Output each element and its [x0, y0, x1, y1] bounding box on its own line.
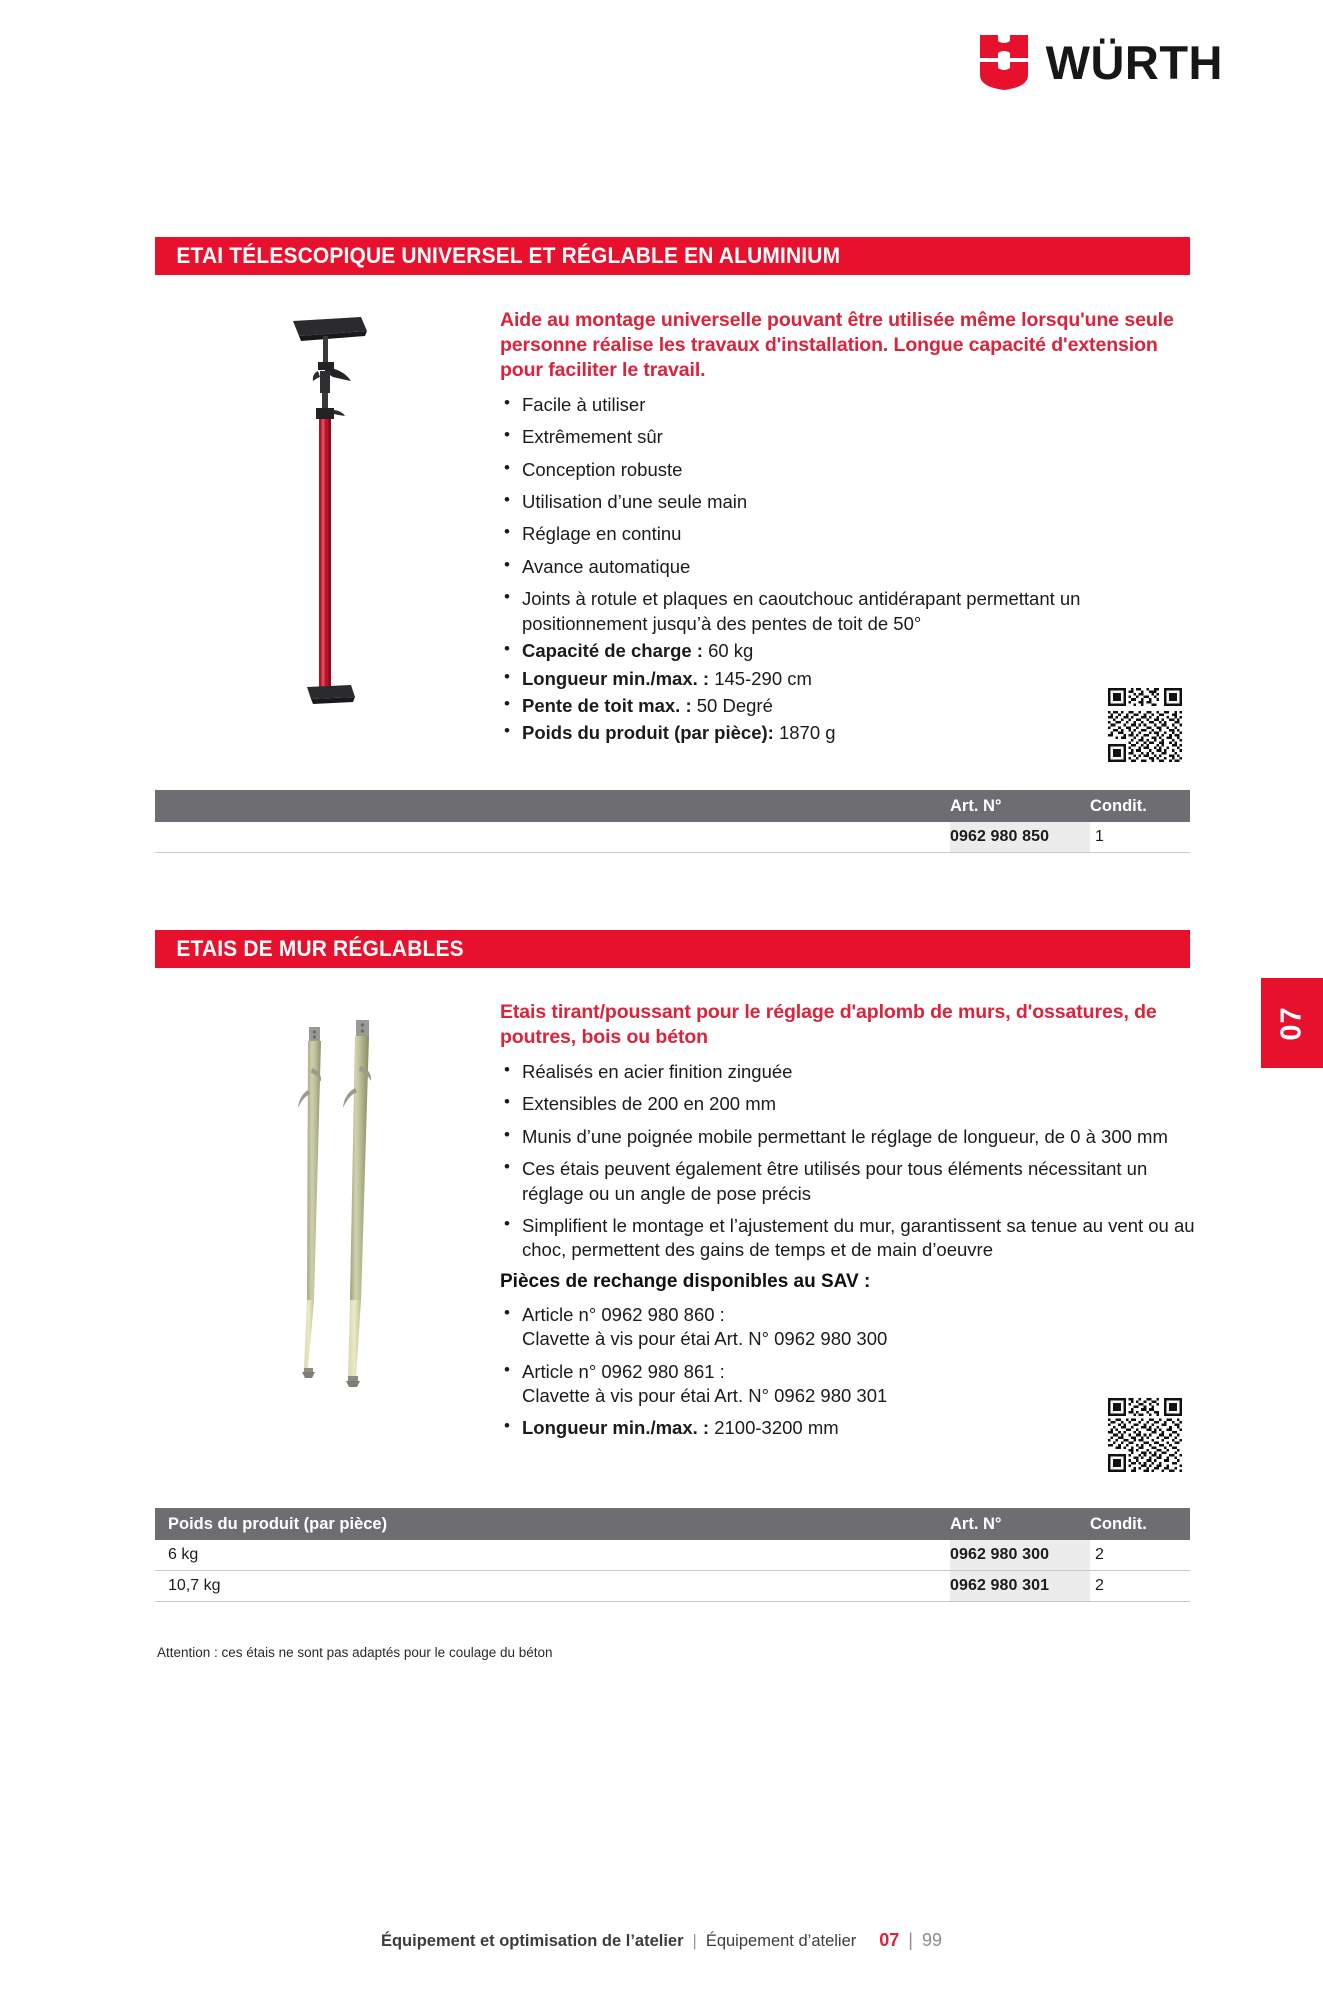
- column-header-article: Art. N°: [950, 796, 1002, 815]
- spec-item: [500, 694, 1190, 718]
- wurth-logo: [978, 33, 1223, 91]
- spare-part-article: Article n° 0962 980 861 :: [522, 1360, 725, 1382]
- spare-part-desc: Clavette à vis pour étai Art. N° 0962 980 301: [522, 1384, 888, 1406]
- list-item: • Munis d’une poignée mobile permettant le réglage de longueur, de 0 à 300 mm: [500, 1125, 1200, 1149]
- list-item: • Conception robuste: [500, 458, 1190, 482]
- footer-subsection: Équipement d’atelier: [705, 1932, 857, 1950]
- cell-condit: 1: [1095, 828, 1104, 845]
- cell-weight: 10,7 kg: [168, 1577, 221, 1594]
- spare-part-desc: Clavette à vis pour étai Art. N° 0962 980 300: [522, 1328, 888, 1350]
- product-table-2: [155, 1508, 1190, 1602]
- list-item: • Réalisés en acier finition zinguée: [500, 1060, 1200, 1084]
- section-banner-2: [155, 930, 1190, 968]
- product-lead-2: Etais tirant/poussant pour le réglage d'aplomb de murs, d'ossatures, de poutres, bois ou béton: [500, 1001, 1157, 1048]
- table-header-row: [155, 1508, 1190, 1540]
- footer-page-total: 99: [921, 1930, 943, 1950]
- footer-chapter: Équipement et optimisation de l’atelier: [380, 1932, 684, 1950]
- product-image-telescopic-prop: [263, 305, 393, 705]
- footer-page-number: 07: [879, 1930, 900, 1950]
- spec-label: Pente de toit max. :: [522, 694, 692, 716]
- list-item: • Utilisation d’une seule main: [500, 490, 1190, 514]
- cell-article-number[interactable]: 0962 980 301: [950, 1571, 1090, 1601]
- spec-value: 145-290 cm: [714, 667, 812, 689]
- list-item: • Extrêmement sûr: [500, 425, 1190, 449]
- product-image-wall-props: [278, 1000, 428, 1390]
- spec-item: [500, 721, 1190, 745]
- footer-separator: |: [692, 1932, 697, 1950]
- list-item: • Facile à utiliser: [500, 393, 1190, 417]
- list-item: • Avance automatique: [500, 555, 1190, 579]
- spec-label: Longueur min./max. :: [522, 667, 710, 689]
- list-item: • Simplifient le montage et l’ajustement du mur, garantissent sa tenue au vent ou au choc, permettent des gains de temps et de main d’oeuvre: [500, 1214, 1200, 1263]
- wurth-wordmark: WÜRTH: [1045, 35, 1223, 89]
- section-title-2: ETAIS DE MUR RÉGLABLES: [176, 936, 464, 961]
- cell-weight: 6 kg: [168, 1546, 199, 1563]
- spec-value: 2100-3200 mm: [714, 1417, 839, 1439]
- cell-article-number[interactable]: 0962 980 300: [950, 1540, 1090, 1570]
- cell-condit: 2: [1095, 1577, 1104, 1594]
- column-header-article: Art. N°: [950, 1514, 1002, 1533]
- list-item: [500, 1303, 1200, 1352]
- spare-parts-list: [500, 1303, 1200, 1441]
- cell-article-number[interactable]: 0962 980 850: [950, 822, 1090, 852]
- chapter-tab-label: 07: [1275, 1005, 1308, 1041]
- attention-note: Attention : ces étais ne sont pas adaptés pour le coulage du béton: [157, 1645, 553, 1660]
- table-header-row: [155, 790, 1190, 822]
- table-row: [155, 822, 1190, 853]
- section-title-1: ETAI TÉLESCOPIQUE UNIVERSEL ET RÉGLABLE EN ALUMINIUM: [176, 243, 841, 268]
- list-item: • Joints à rotule et plaques en caoutchouc antidérapant permettant un positionnement jusqu’à des pentes de toit de 50°: [500, 587, 1190, 636]
- table-row: [155, 1571, 1190, 1602]
- product-description-2: [500, 1000, 1200, 1444]
- product-description-1: [500, 308, 1190, 749]
- spec-item: [500, 667, 1190, 691]
- chapter-tab[interactable]: [1261, 978, 1323, 1068]
- column-header-description: Poids du produit (par pièce): [168, 1514, 388, 1533]
- spec-value: 50 Degré: [696, 694, 773, 716]
- spec-item: [500, 1416, 1200, 1440]
- product-lead-1: Aide au montage universelle pouvant être utilisée même lorsqu'une seule personne réalise les travaux d'installation. Longue capacité d'extension pour faciliter le travail.: [500, 309, 1174, 381]
- product-table-1: [155, 790, 1190, 853]
- section-banner-1: [155, 237, 1190, 275]
- cell-condit: 2: [1095, 1546, 1104, 1563]
- qr-code-2[interactable]: [1108, 1398, 1182, 1472]
- spare-part-article: Article n° 0962 980 860 :: [522, 1303, 725, 1325]
- list-item: • Réglage en continu: [500, 522, 1190, 546]
- spec-value: 1870 g: [778, 722, 836, 744]
- table-row: [155, 1540, 1190, 1571]
- column-header-condit: Condit.: [1090, 796, 1147, 815]
- spec-label: Poids du produit (par pièce):: [522, 722, 774, 744]
- spec-label: Capacité de charge :: [522, 640, 703, 662]
- footer-page-separator: |: [908, 1930, 913, 1950]
- list-item: [500, 1360, 1200, 1409]
- wurth-shield-icon: [978, 33, 1030, 91]
- spare-parts-heading: Pièces de rechange disponibles au SAV :: [500, 1270, 871, 1292]
- feature-list-2: [500, 1060, 1200, 1263]
- qr-code-1[interactable]: [1108, 688, 1182, 762]
- list-item: • Ces étais peuvent également être utilisés pour tous éléments nécessitant un réglage ou un angle de pose précis: [500, 1157, 1200, 1206]
- spec-value: 60 kg: [708, 640, 754, 662]
- list-item: • Extensibles de 200 en 200 mm: [500, 1092, 1200, 1116]
- spec-item: [500, 639, 1190, 663]
- page-footer: [0, 1930, 1323, 1951]
- column-header-condit: Condit.: [1090, 1514, 1147, 1533]
- spec-label: Longueur min./max. :: [522, 1417, 710, 1439]
- feature-list-1: [500, 393, 1190, 746]
